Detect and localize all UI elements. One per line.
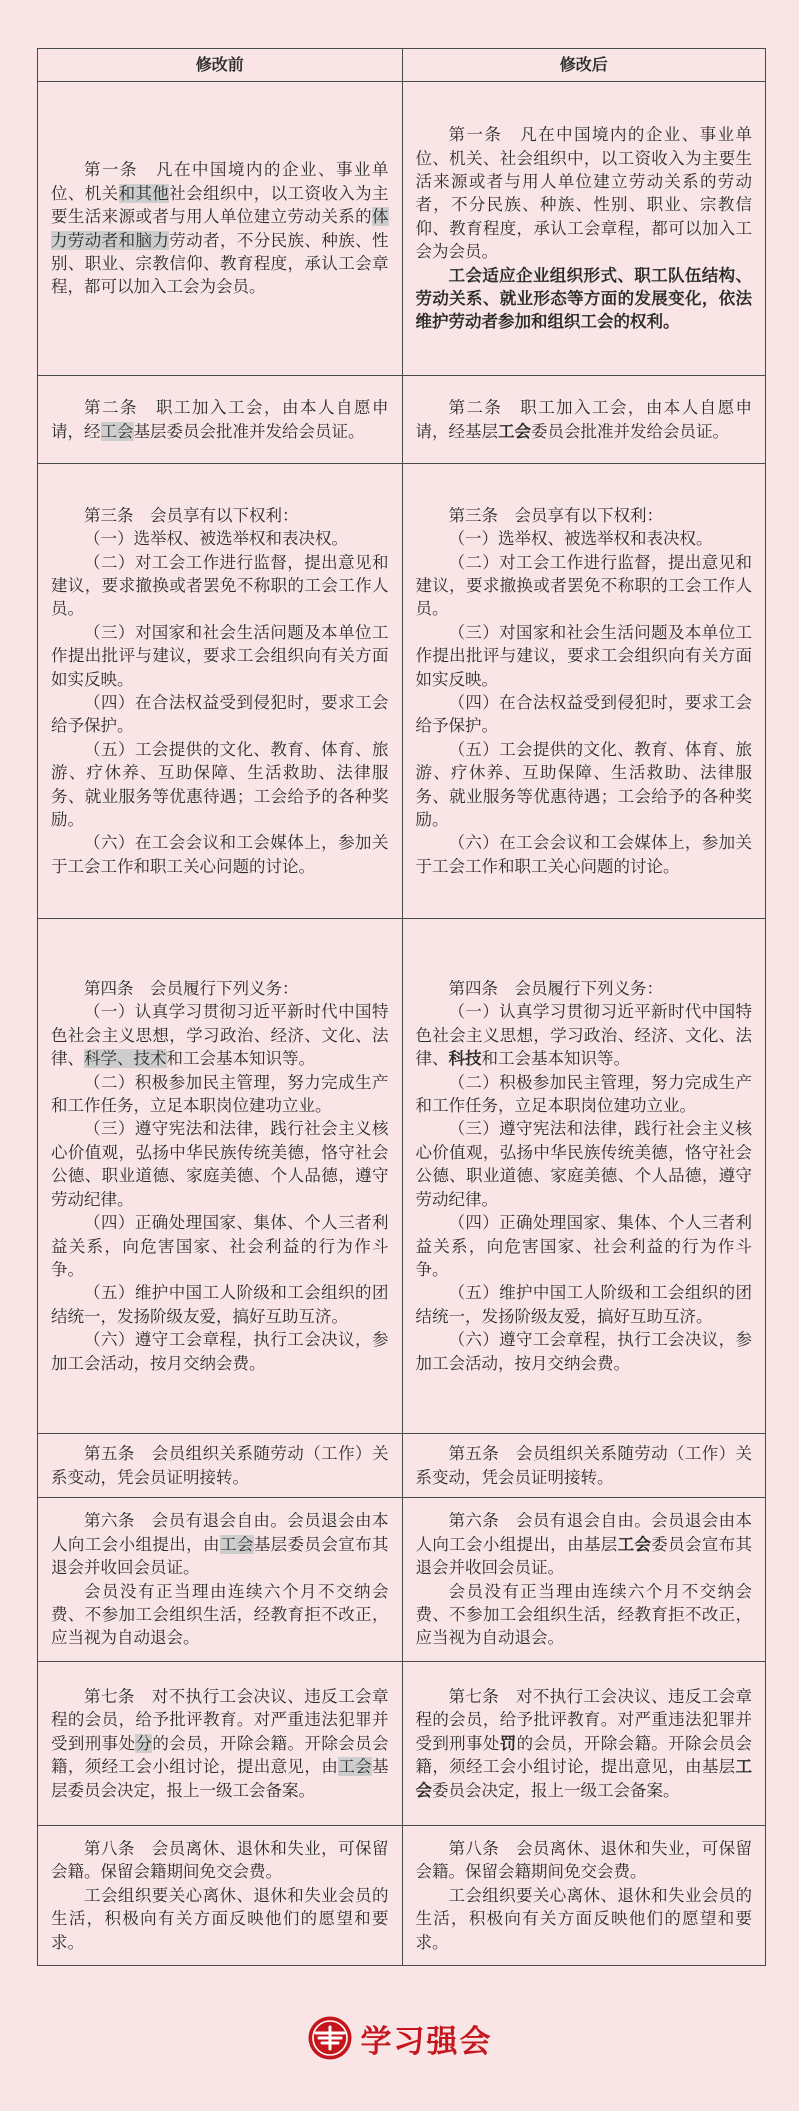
paragraph: [416, 1685, 753, 1802]
text-span: （二）积极参加民主管理，努力完成生产和工作任务，立足本职岗位建功立业。: [415, 1072, 752, 1116]
highlighted-text: 科学、技术: [84, 1049, 167, 1069]
paragraph: [416, 1281, 753, 1328]
text-span: 第七条 对不执行工会决议、违反工会章程的会员，给予批评教育。对严重违法犯罪并受到刑事处: [415, 1686, 752, 1753]
footer: [0, 2010, 799, 2066]
paragraph: [51, 1442, 389, 1489]
paragraph: [51, 1685, 389, 1802]
text-span: 基层委员会宣布其退会并收回会员证。: [51, 1534, 389, 1578]
text-span: （四）正确处理国家、集体、个人三者利益关系，向危害国家、社会利益的行为作斗争。: [415, 1213, 752, 1279]
text-span: （一）选举权、被选举权和表决权。: [84, 529, 348, 549]
text-span: 第二条 职工加入工会，由本人自愿申请，经基层: [415, 398, 752, 441]
text-span: 社会组织中，以工资收入为主要生活来源或者与用人单位建立劳动关系的: [51, 183, 389, 227]
text-span: 和工会基本知识等。: [481, 1049, 630, 1069]
text-span: 第三条 会员享有以下权利：: [84, 505, 299, 525]
xuexi-qianghui-logo-icon: [307, 2015, 353, 2061]
text-span: 第七条 对不执行工会决议、违反工会章程的会员，给予批评教育。对严重违法犯罪并受到刑事处: [51, 1686, 389, 1753]
text-span: （四）正确处理国家、集体、个人三者利益关系，向危害国家、社会利益的行为作斗争。: [51, 1213, 389, 1279]
text-span: 第二条 职工加入工会，由本人自愿申请，经: [51, 398, 389, 441]
table-row: [38, 1825, 765, 1965]
cell-before: [38, 376, 402, 463]
text-span: 第一条 凡在中国境内的企业、事业单位、机关、社会组织中，以工资收入为主要生活来源或者与用人单位建立劳动关系的劳动者，不分民族、种族、性别、职业、宗教信仰、教育程度，承认工会章程，都可以加入工会为会员。: [415, 125, 752, 262]
text-span: 的会员，开除会籍。开除会员会籍，须经工会小组讨论，提出意见，由基层: [415, 1733, 753, 1777]
paragraph: [416, 738, 753, 832]
text-span: 第四条 会员履行下列义务：: [448, 979, 663, 999]
paragraph: [51, 1509, 389, 1579]
text-span: （六）在工会会议和工会媒体上，参加关于工会工作和职工关心问题的讨论。: [415, 833, 752, 876]
cell-after: [402, 919, 766, 1433]
cell-before: [38, 919, 402, 1433]
highlighted-text: 工会: [219, 1534, 254, 1554]
paragraph: [51, 738, 389, 832]
paragraph: [416, 1117, 753, 1211]
paragraph: [51, 1580, 389, 1650]
cell-after: [402, 1662, 766, 1825]
text-span: 第八条 会员离休、退休和失业，可保留会籍。保留会籍期间免交会费。: [415, 1838, 752, 1882]
text-span: （五）维护中国工人阶级和工会组织的团结统一，发扬阶级友爱，搞好互助互济。: [415, 1283, 752, 1326]
text-span: 第三条 会员享有以下权利：: [448, 505, 663, 525]
text-span: 基层委员会决定，报上一级工会备案。: [51, 1757, 389, 1800]
cell-before: [38, 1826, 402, 1965]
bold-text: 工会: [617, 1534, 652, 1554]
cell-after: [402, 82, 766, 375]
table-row: [38, 81, 765, 375]
text-span: 工会组织要关心离休、退休和失业会员的生活，积极向有关方面反映他们的愿望和要求。: [415, 1885, 752, 1952]
text-span: 委员会批准并发给会员证。: [531, 421, 729, 441]
text-span: （三）对国家和社会生活问题及本单位工作提出批评与建议，要求工会组织向有关方面如实反映。: [51, 622, 389, 689]
text-span: 会员没有正当理由连续六个月不交纳会费、不参加工会组织生活，经教育拒不改正，应当视为自动退会。: [51, 1581, 389, 1648]
text-span: （三）遵守宪法和法律，践行社会主义核心价值观，弘扬中华民族传统美德，恪守社会公德、职业道德、家庭美德、个人品德，遵守劳动纪律。: [415, 1119, 752, 1209]
comparison-table: [37, 48, 766, 1966]
paragraph: [416, 123, 753, 263]
header-before: 修改前: [195, 55, 244, 75]
cell-after: [402, 1826, 766, 1965]
paragraph: [51, 621, 389, 691]
paragraph: [51, 158, 389, 298]
paragraph: [416, 1837, 753, 1884]
paragraph: [416, 691, 753, 738]
paragraph: [51, 691, 389, 738]
paragraph: [51, 1281, 389, 1328]
paragraph: [51, 1117, 389, 1211]
cell-before: [38, 1662, 402, 1825]
bold-text: 工会适应企业组织形式、职工队伍结构、劳动关系、就业形态等方面的发展变化，依法维护劳动者参加和组织工会的权利。: [415, 265, 752, 332]
text-span: 和工会基本知识等。: [166, 1049, 315, 1069]
paragraph: [416, 1442, 753, 1489]
table-row: [38, 1497, 765, 1661]
text-span: （四）在合法权益受到侵犯时，要求工会给予保护。: [51, 693, 389, 736]
text-span: （二）对工会工作进行监督，提出意见和建议，要求撤换或者罢免不称职的工会工作人员。: [51, 552, 389, 619]
text-span: （六）遵守工会章程，执行工会决议，参加工会活动，按月交纳会费。: [415, 1330, 752, 1373]
paragraph: [416, 1509, 753, 1579]
paragraph: [416, 396, 753, 443]
bold-text: 罚: [499, 1733, 517, 1753]
highlighted-text: 工会: [338, 1757, 373, 1777]
table-row: [38, 375, 765, 463]
text-span: （五）工会提供的文化、教育、体育、旅游、疗休养、互助保障、生活救助、法律服务、就业服务等优惠待遇；工会给予的各种奖励。: [415, 739, 752, 830]
cell-before: [38, 464, 402, 918]
paragraph: [416, 504, 753, 527]
paragraph: [416, 1328, 753, 1375]
paragraph: [416, 527, 753, 550]
text-span: 基层委员会批准并发给会员证。: [133, 421, 365, 441]
paragraph: [416, 831, 753, 878]
highlighted-text: 工会: [100, 421, 134, 441]
header-after: 修改后: [402, 49, 766, 81]
text-span: （六）遵守工会章程，执行工会决议，参加工会活动，按月交纳会费。: [51, 1330, 389, 1373]
text-span: 会员没有正当理由连续六个月不交纳会费、不参加工会组织生活，经教育拒不改正，应当视为自动退会。: [415, 1581, 752, 1648]
text-span: 劳动者，不分民族、种族、性别、职业、宗教信仰、教育程度，承认工会章程，都可以加入工会为会员。: [51, 230, 389, 297]
highlighted-text: 分: [135, 1733, 153, 1753]
text-span: 委员会宣布其退会并收回会员证。: [415, 1534, 753, 1578]
text-span: （六）在工会会议和工会媒体上，参加关于工会工作和职工关心问题的讨论。: [51, 833, 389, 876]
paragraph: [51, 977, 389, 1000]
paragraph: [416, 1000, 753, 1070]
paragraph: [51, 1884, 389, 1954]
text-span: （二）对工会工作进行监督，提出意见和建议，要求撤换或者罢免不称职的工会工作人员。: [415, 552, 752, 619]
text-span: 工会组织要关心离休、退休和失业会员的生活，积极向有关方面反映他们的愿望和要求。: [51, 1885, 389, 1952]
paragraph: [51, 527, 389, 550]
text-span: （三）遵守宪法和法律，践行社会主义核心价值观，弘扬中华民族传统美德，恪守社会公德、职业道德、家庭美德、个人品德，遵守劳动纪律。: [51, 1119, 389, 1209]
paragraph: [51, 1000, 389, 1070]
text-span: 第五条 会员组织关系随劳动（工作）关系变动，凭会员证明接转。: [415, 1444, 752, 1487]
table-row: [38, 463, 765, 918]
text-span: （一）认真学习贯彻习近平新时代中国特色社会主义思想，学习政治、经济、文化、法律、: [415, 1002, 752, 1069]
paragraph: [416, 264, 753, 334]
paragraph: [416, 1580, 753, 1650]
text-span: 的会员，开除会籍。开除会员会籍，须经工会小组讨论，提出意见，由: [51, 1733, 389, 1777]
table-header-row: [38, 49, 765, 81]
paragraph: [51, 1837, 389, 1884]
text-span: 第五条 会员组织关系随劳动（工作）关系变动，凭会员证明接转。: [51, 1444, 389, 1487]
text-span: 第四条 会员履行下列义务：: [84, 979, 299, 999]
paragraph: [51, 1328, 389, 1375]
paragraph: [51, 396, 389, 443]
paragraph: [416, 1211, 753, 1281]
text-span: （二）积极参加民主管理，努力完成生产和工作任务，立足本职岗位建功立业。: [51, 1072, 389, 1116]
highlighted-text: 体力劳动者和脑力: [51, 207, 389, 250]
bold-text: 科技: [448, 1049, 482, 1069]
text-span: （五）维护中国工人阶级和工会组织的团结统一，发扬阶级友爱，搞好互助互济。: [51, 1283, 389, 1326]
paragraph: [51, 831, 389, 878]
cell-before: [38, 1498, 402, 1661]
paragraph: [51, 504, 389, 527]
paragraph: [416, 977, 753, 1000]
paragraph: [51, 551, 389, 621]
cell-after: [402, 1498, 766, 1661]
brand-name: 学习强会: [360, 2023, 493, 2060]
text-span: 第八条 会员离休、退休和失业，可保留会籍。保留会籍期间免交会费。: [51, 1838, 389, 1882]
table-row: [38, 918, 765, 1433]
cell-after: [402, 464, 766, 918]
text-span: 委员会决定，报上一级工会备案。: [432, 1780, 680, 1800]
table-row: [38, 1661, 765, 1825]
cell-after: [402, 1434, 766, 1497]
bold-text: 工会: [498, 421, 531, 441]
text-span: 第六条 会员有退会自由。会员退会由本人向工会小组提出，由基层: [415, 1511, 752, 1554]
text-span: （一）认真学习贯彻习近平新时代中国特色社会主义思想，学习政治、经济、文化、法律、: [51, 1002, 389, 1069]
text-span: （三）对国家和社会生活问题及本单位工作提出批评与建议，要求工会组织向有关方面如实反映。: [415, 622, 752, 689]
paragraph: [51, 1211, 389, 1281]
table-row: [38, 1433, 765, 1497]
cell-before: [38, 1434, 402, 1497]
text-span: 第一条 凡在中国境内的企业、事业单位、机关: [51, 160, 389, 203]
text-span: （一）选举权、被选举权和表决权。: [448, 529, 713, 549]
bold-text: 工会: [415, 1757, 752, 1800]
paragraph: [416, 551, 753, 621]
paragraph: [416, 621, 753, 691]
highlighted-text: 和其他: [118, 183, 170, 203]
cell-before: [38, 82, 402, 375]
paragraph: [416, 1884, 753, 1954]
paragraph: [416, 1071, 753, 1118]
text-span: （四）在合法权益受到侵犯时，要求工会给予保护。: [415, 693, 752, 736]
text-span: （五）工会提供的文化、教育、体育、旅游、疗休养、互助保障、生活救助、法律服务、就业服务等优惠待遇；工会给予的各种奖励。: [51, 739, 389, 830]
text-span: 第六条 会员有退会自由。会员退会由本人向工会小组提出，由: [51, 1511, 389, 1554]
cell-after: [402, 376, 766, 463]
paragraph: [51, 1071, 389, 1118]
